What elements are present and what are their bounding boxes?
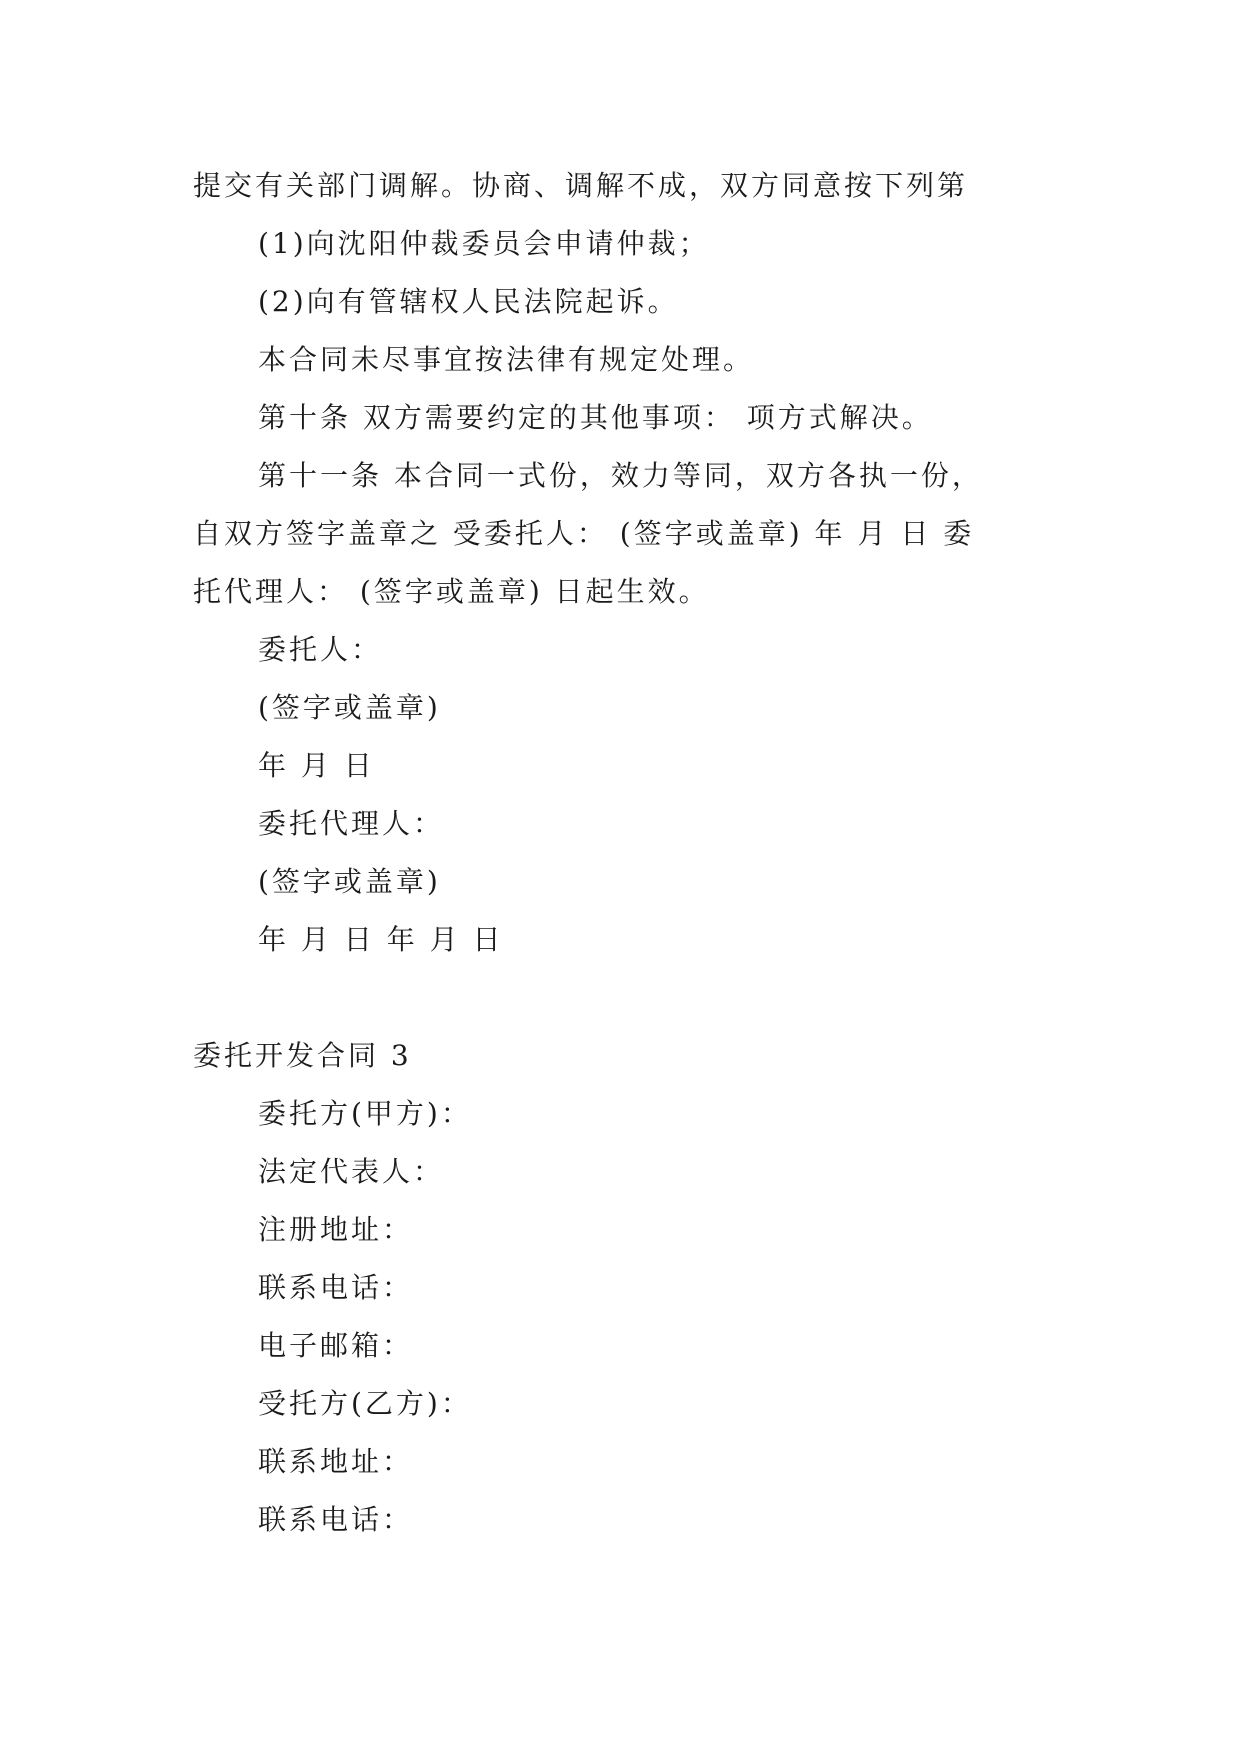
field-label: 联系电话：	[258, 1503, 414, 1536]
date-line: 年 月 日	[258, 749, 375, 782]
field-label: 电子邮箱：	[258, 1329, 414, 1362]
paragraph-line: 本合同未尽事宜按法律有规定处理。	[258, 343, 755, 376]
signature-label: 委托代理人：	[258, 807, 445, 840]
paragraph-line: (2)向有管辖权人民法院起诉。	[258, 285, 679, 318]
field-label: 受托方(乙方)：	[258, 1387, 472, 1420]
field-label: 联系电话：	[258, 1271, 414, 1304]
article-10-line: 第十条 双方需要约定的其他事项： 项方式解决。	[258, 401, 933, 434]
field-label: 委托方(甲方)：	[258, 1097, 472, 1130]
article-11-line: 第十一条 本合同一式份，效力等同，双方各执一份，	[258, 459, 983, 492]
field-label: 法定代表人：	[258, 1155, 445, 1188]
paragraph-line: 托代理人： (签字或盖章) 日起生效。	[193, 575, 710, 608]
section-title: 委托开发合同 3	[193, 1039, 412, 1072]
signature-note: (签字或盖章)	[258, 865, 441, 898]
paragraph-line: (1)向沈阳仲裁委员会申请仲裁；	[258, 227, 710, 260]
field-label: 联系地址：	[258, 1445, 414, 1478]
signature-label: 委托人：	[258, 633, 383, 666]
date-line: 年 月 日 年 月 日	[258, 923, 504, 956]
paragraph-line: 自双方签字盖章之 受委托人： (签字或盖章) 年 月 日 委	[193, 517, 975, 550]
paragraph-line: 提交有关部门调解。协商、调解不成，双方同意按下列第	[193, 169, 969, 202]
field-label: 注册地址：	[258, 1213, 414, 1246]
signature-note: (签字或盖章)	[258, 691, 441, 724]
